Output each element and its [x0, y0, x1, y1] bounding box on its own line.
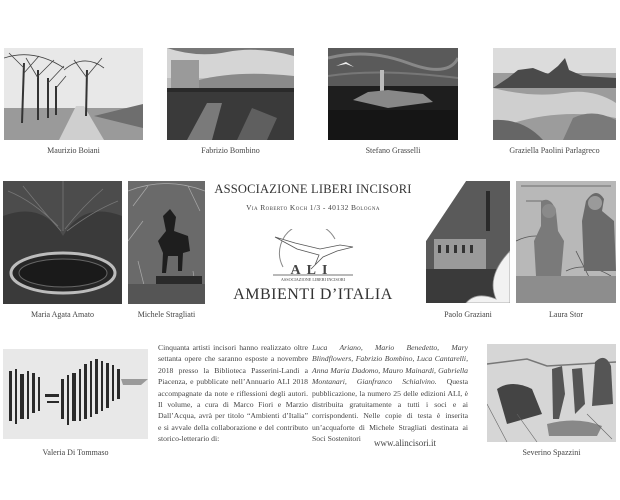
artwork-fabrizio-bombino [167, 48, 294, 140]
abstract-oval-etching-icon [3, 181, 122, 304]
artist-caption: Stefano Grasselli [365, 146, 421, 155]
artist-caption: Maria Agata Amato [30, 310, 95, 319]
artist-caption: Fabrizio Bombino [201, 146, 260, 155]
ali-logo [265, 229, 360, 284]
swallow-bird-logo-icon [265, 229, 360, 284]
association-name: ASSOCIAZIONE LIBERI INCISORI [214, 182, 412, 196]
artwork-severino-spazzini [487, 344, 616, 442]
page-curl-cityscape-etching-icon [426, 181, 510, 303]
artwork-maria-agata-amato [3, 181, 122, 304]
lighthouse-seascape-etching-icon [328, 48, 458, 140]
artist-caption: Valeria Di Tommaso [42, 448, 109, 457]
artwork-maurizio-boiani [4, 48, 143, 140]
renaissance-figures-etching-icon [516, 181, 616, 303]
artist-caption: Michele Stragliati [137, 310, 196, 319]
artist-caption: Maurizio Boiani [47, 146, 100, 155]
intro-paragraph: Cinquanta artisti incisori hanno realizzato oltre settanta opere che saranno esposte a novembre 2018 presso la Biblioteca Passerini-Landi a Piacenza, e pubblicate nell’Annuario ALI 2018 accompagnate da note e riflessioni degli autori. Il volume, a cura di Marco Fiori e Marzio Dall’Acqua, avrà per titolo “Ambienti d’Italia” e si avvale della collaborazione e del contributo storico-letterario di: [158, 343, 308, 444]
artwork-michele-stragliati [128, 181, 205, 304]
rocky-coast-etching-icon [493, 48, 616, 140]
publication-note: Questa pubblicazione, la numero 25 delle edizioni ALI, è distribuita gratuitamente a tutti i soci e ai corrispondenti. Nelle copie di testa è inserita un’acquaforte di Michele Stragliati destinata ai Soci Sostenitori [312, 377, 468, 444]
river-town-etching-icon [167, 48, 294, 140]
artist-caption: Graziella Paolini Parlagreco [509, 146, 600, 155]
contributors-names: Luca Ariano, Mario Benedetto, Mary Blindflowers, Fabrizio Bombino, Luca Cantarelli, Anna Maria Dadomo, Mauro Mainardi, Gabriella Montanari, Gianfranco Schialvino. [312, 343, 468, 387]
artwork-stefano-grasselli [328, 48, 458, 140]
association-address: Via Roberto Koch 1/3 - 40132 Bologna [246, 203, 380, 212]
artist-caption: Severino Spazzini [522, 448, 581, 457]
equestrian-statue-etching-icon [128, 181, 205, 304]
artwork-laura-stor [516, 181, 616, 303]
artist-caption: Paolo Graziani [444, 310, 492, 319]
artist-caption: Laura Stor [549, 310, 583, 319]
artwork-paolo-graziani [426, 181, 510, 303]
tree-lined-road-etching-icon [4, 48, 143, 140]
artwork-graziella-paolini-parlagreco [493, 48, 616, 140]
vertical-strokes-etching-icon [3, 349, 148, 439]
website-link[interactable]: www.alincisori.it [374, 438, 436, 448]
rural-figures-etching-icon [487, 344, 616, 442]
svg-text:ALI: ALI [290, 263, 334, 278]
contributors-paragraph [312, 342, 468, 445]
artwork-valeria-di-tommaso [3, 349, 148, 439]
svg-text:ASSOCIAZIONE LIBERI INCISORI: ASSOCIAZIONE LIBERI INCISORI [280, 277, 346, 282]
page-title: AMBIENTI D’ITALIA [233, 286, 393, 303]
